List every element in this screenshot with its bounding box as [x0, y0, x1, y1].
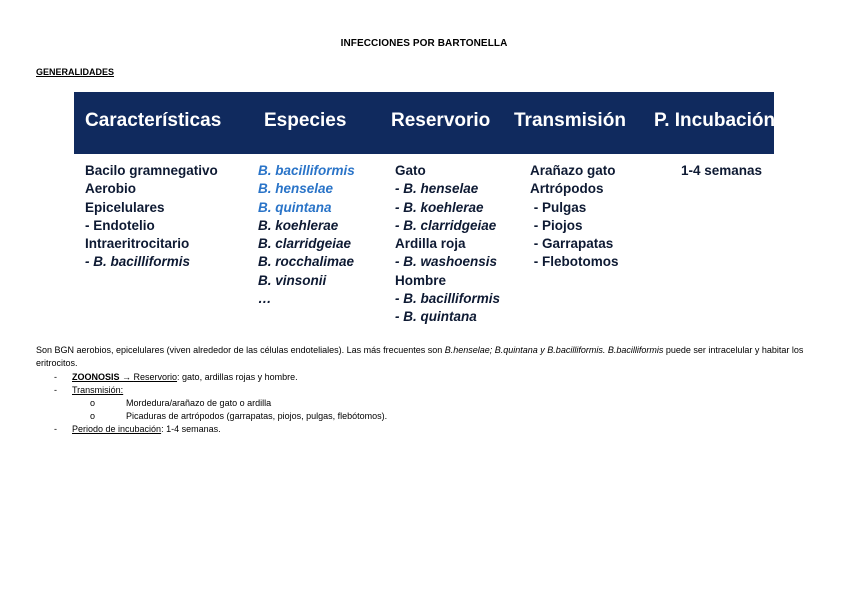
table-cell: - B. quintana — [395, 309, 477, 325]
list-item — [36, 397, 387, 410]
table-cell: - B. koehlerae — [395, 199, 484, 215]
circle-marker: o — [90, 411, 96, 421]
column-reservorio — [395, 162, 500, 327]
table-cell: B. clarridgeiae — [258, 236, 352, 252]
paragraph-species-italic: B.henselae; B.quintana y B.bacilliformis. B.bacilliformis — [444, 345, 664, 355]
table-cell: Artrópodos — [530, 181, 604, 197]
table-cell: - B. clarridgeiae — [395, 217, 497, 233]
table-cell: - Garrapatas — [530, 236, 614, 252]
list-item-incubacion — [36, 423, 387, 436]
table-cell: - Pulgas — [530, 199, 587, 215]
transmision-sublist — [36, 397, 387, 423]
table-cell: Bacilo gramnegativo — [85, 163, 218, 178]
sublist-text: Picaduras de artrópodos (garrapatas, piojos, pulgas, flebótomos). — [126, 411, 388, 421]
header-transmision: Transmisión — [514, 110, 626, 131]
header-caracteristicas: Características — [85, 110, 222, 131]
paragraph-text: puede ser intracelular y habitar los eritrocitos. — [36, 345, 804, 368]
document-title: INFECCIONES POR BARTONELLA — [340, 38, 508, 49]
table-cell: B. quintana — [258, 199, 332, 215]
dash-marker: - — [54, 372, 57, 382]
intro-paragraph — [36, 344, 816, 370]
list-item — [36, 410, 387, 423]
transmision-label: Transmisión: — [72, 385, 124, 395]
header-especies: Especies — [264, 110, 347, 131]
table-cell: Epicelulares — [85, 199, 165, 215]
dash-marker: - — [54, 385, 57, 395]
table-cell: B. rocchalimae — [258, 254, 355, 270]
table-cell: Arañazo gato — [530, 163, 616, 178]
circle-marker: o — [90, 398, 96, 408]
incubacion-label: Periodo de incubación — [72, 424, 162, 434]
arrow-icon: → — [119, 372, 134, 382]
table-cell: B. henselae — [258, 181, 334, 197]
list-item-transmision — [36, 384, 387, 423]
header-reservorio: Reservorio — [391, 110, 491, 131]
header-incubacion: P. Incubación — [654, 110, 776, 131]
table-cell: 1-4 semanas — [681, 163, 763, 178]
column-especies — [258, 162, 355, 308]
column-transmision — [530, 162, 619, 272]
dash-marker: - — [54, 424, 57, 434]
summary-table-image — [74, 92, 774, 332]
table-cell: B. koehlerae — [258, 217, 339, 233]
table-cell: B. bacilliformis — [258, 163, 355, 178]
table-cell: - B. washoensis — [395, 254, 498, 270]
table-cell: - B. bacilliformis — [85, 254, 191, 270]
reservorio-text: : gato, ardillas rojas y hombre. — [177, 372, 298, 382]
paragraph-text: Son BGN aerobios, epicelulares (viven alrededor de las células endoteliales). Las más frecuentes son — [36, 345, 445, 355]
table-cell: - Endotelio — [85, 217, 155, 233]
column-incubacion — [681, 162, 762, 180]
column-caracteristicas — [85, 162, 218, 272]
table-cell: - B. bacilliformis — [395, 291, 501, 307]
table-cell: - B. henselae — [395, 181, 479, 197]
table-cell: - Flebotomos — [530, 254, 619, 270]
incubacion-text: : 1-4 semanas. — [161, 424, 221, 434]
zoonosis-label: ZOONOSIS — [72, 372, 120, 382]
reservorio-label: Reservorio — [133, 372, 178, 382]
table-cell: Aerobio — [85, 181, 137, 197]
list-item-zoonosis — [36, 371, 387, 384]
sublist-text: Mordedura/arañazo de gato o ardilla — [126, 398, 272, 408]
table-cell: B. vinsonii — [258, 272, 327, 288]
section-heading-generalidades: GENERALIDADES — [36, 67, 115, 77]
table-cell: Hombre — [395, 272, 447, 288]
table-cell: Ardilla roja — [395, 236, 466, 252]
table-cell: Intraeritrocitario — [85, 236, 190, 252]
table-cell: … — [258, 291, 272, 307]
table-cell: Gato — [395, 163, 426, 178]
table-cell: - Piojos — [530, 217, 583, 233]
table-header-bar — [74, 92, 774, 154]
bullet-list — [36, 371, 387, 436]
